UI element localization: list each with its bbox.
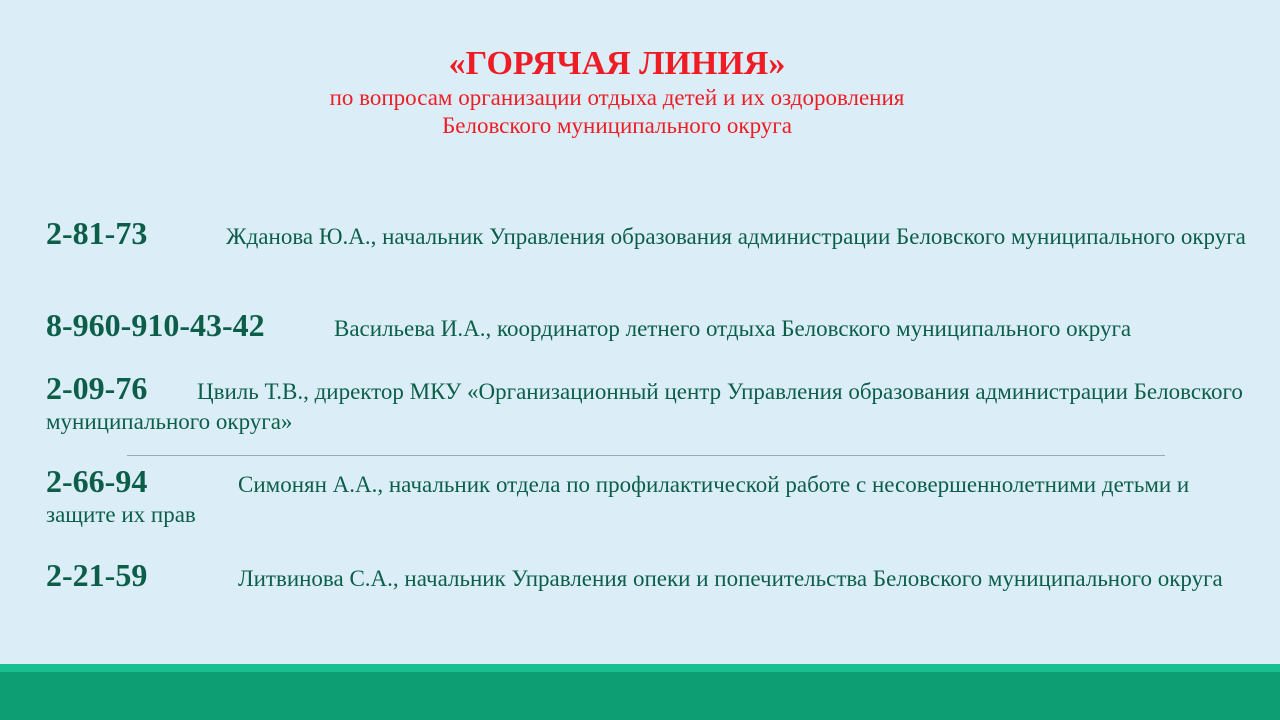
footer-accent-stripe: [0, 664, 1280, 672]
contact-entry-simonyan: [46, 463, 1251, 530]
contact-description: Васильева И.А., координатор летнего отдыха Беловского муниципального округа: [334, 316, 1132, 341]
page-subtitle-line2: Беловского муниципального округа: [442, 113, 792, 138]
contact-phone: 8-960-910-43-42: [46, 307, 265, 343]
contact-entry-zhdanova: [46, 215, 1251, 252]
contact-description: Цвиль Т.В., директор МКУ «Организационный центр Управления образования администрации Беловского муниципального округа»: [46, 379, 1243, 434]
divider-line: [127, 455, 1165, 456]
page-subtitle-line1: по вопросам организации отдыха детей и их оздоровления: [329, 85, 905, 110]
page-title: «ГОРЯЧАЯ ЛИНИЯ»: [448, 45, 786, 82]
contact-phone: 2-81-73: [46, 215, 148, 251]
contact-entry-litvinova: [46, 557, 1251, 594]
footer-bar: [0, 672, 1280, 720]
contact-phone: 2-21-59: [46, 557, 148, 593]
contact-entry-vasilyeva: [46, 307, 1251, 344]
contact-phone: 2-66-94: [46, 463, 148, 499]
contact-entry-tsvil: [46, 370, 1251, 437]
contact-phone: 2-09-76: [46, 370, 148, 406]
contact-description: Симонян А.А., начальник отдела по профилактической работе с несовершеннолетними детьми и защите их прав: [46, 472, 1190, 527]
slide-header: [0, 44, 1234, 140]
contact-description: Литвинова С.А., начальник Управления опеки и попечительства Беловского муниципального округа: [238, 566, 1223, 591]
contact-description: Жданова Ю.А., начальник Управления образования администрации Беловского муниципального округа: [226, 224, 1246, 249]
